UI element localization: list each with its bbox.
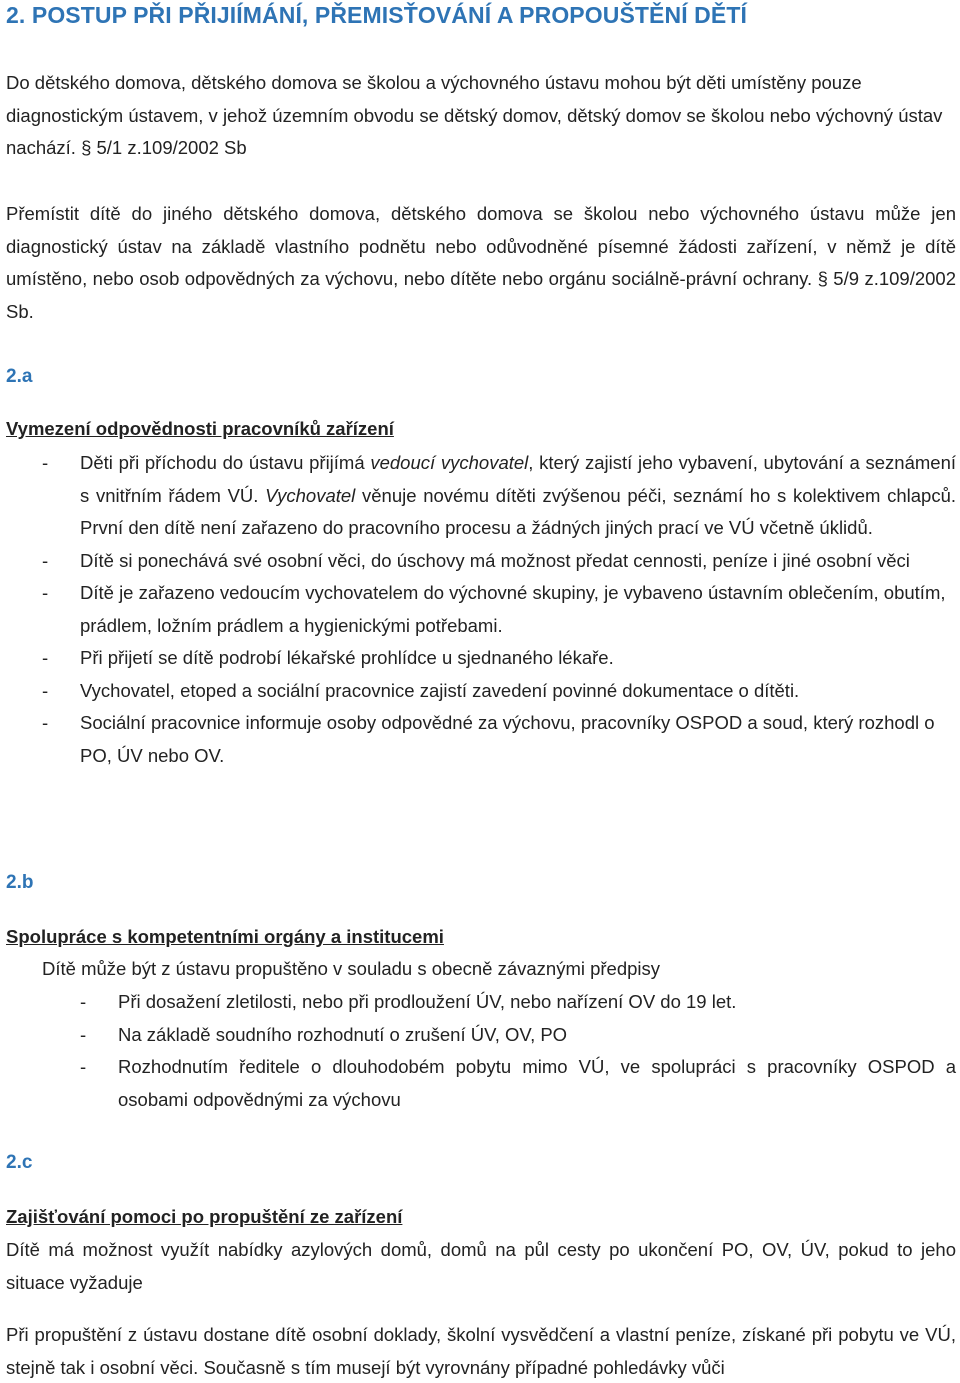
intro-paragraph-1	[6, 67, 956, 165]
list-item-text: Při přijetí se dítě podrobí lékařské prohlídce u sjednaného lékaře.	[80, 647, 614, 668]
list-item	[6, 986, 956, 1019]
list-item-text: Na základě soudního rozhodnutí o zrušení ÚV, OV, PO	[118, 1023, 568, 1045]
section-b-lead: Dítě může být z ústavu propuštěno v souladu s obecně závaznými předpisy	[42, 958, 661, 979]
list-item-text: Vychovatel, etoped a sociální pracovnice zajistí zavedení povinné dokumentace o dítěti.	[80, 679, 800, 701]
dash-bullet: -	[42, 647, 49, 668]
section-a-number: 2.a	[6, 366, 33, 387]
list-item	[6, 1019, 956, 1052]
intro-paragraph-2-reference: § 5/9 z.109/2002 Sb.	[6, 268, 957, 322]
list-item-text: Při dosažení zletilosti, nebo při prodloužení ÚV, nebo nařízení OV do 19 let.	[118, 991, 737, 1012]
intro-paragraph-1-reference: § 5/1 z.109/2002 Sb	[81, 137, 247, 158]
intro-paragraph-1-text: Do dětského domova, dětského domova se školou a výchovného ústavu mohou být děti umístěny pouze diagnostickým ústavem, v jehož územním obvodu se dětský domov, dětský domov se školou nebo výchovný ústav nachází.	[6, 72, 943, 158]
dash-bullet: -	[42, 452, 49, 473]
page-title: 2. POSTUP PŘI PŘIJIÍMÁNÍ, PŘEMISŤOVÁNÍ A PROPOUŠTĚNÍ DĚTÍ	[6, 2, 747, 28]
list-item-text: Dítě si ponechává své osobní věci, do úschovy má možnost předat cennosti, peníze i jiné osobní věci	[80, 549, 910, 571]
list-item-text: Dítě je zařazeno vedoucím vychovatelem do výchovné skupiny, je vybaveno ústavním oblečením, obutím, prádlem, ložním prádlem a hygienickými potřebami.	[80, 582, 946, 636]
section-c-paragraph-1: Dítě má možnost využít nabídky azylových domů, domů na půl cesty po ukončení PO, OV, ÚV, pokud to jeho situace vyžaduje	[6, 1239, 956, 1293]
section-b-title: Spolupráce s kompetentními orgány a institucemi	[6, 926, 444, 947]
dash-bullet: -	[80, 1023, 87, 1045]
dash-bullet: -	[80, 991, 87, 1012]
list-item-text: Děti při příchodu do ústavu přijímá	[80, 452, 371, 473]
list-item	[6, 675, 956, 708]
intro-paragraph-2-text: Přemístit dítě do jiného dětského domova, dětského domova se školou nebo výchovného ústavu může jen diagnostický ústav na základě vlastního podnětu nebo odůvodněné písemné žádosti zařízení, v němž je dítě umístěno, nebo osob odpovědných za výchovu, nebo dítěte nebo orgánu sociálně-právní ochrany.	[6, 203, 956, 289]
list-item-emphasis: vedoucí vychovatel	[370, 452, 529, 473]
list-item	[6, 707, 956, 772]
dash-bullet: -	[80, 1056, 87, 1077]
dash-bullet: -	[42, 679, 49, 701]
list-item-text: Sociální pracovnice informuje osoby odpovědné za výchovu, pracovníky OSPOD a soud, který rozhodl o PO, ÚV nebo OV.	[80, 712, 935, 766]
list-item	[6, 447, 956, 545]
list-item-text: , který zajistí jeho vybavení, ubytování a seznámení s vnitřním řádem VÚ.	[80, 452, 956, 506]
section-c-paragraph-2: Při propuštění z ústavu dostane dítě osobní doklady, školní vysvědčení a vlastní peníze, získané při pobytu ve VÚ, stejně tak i osobní věci. Současně s tím musejí být vyrovnány případné pohledávky vůči	[6, 1324, 956, 1378]
section-b-list	[6, 986, 956, 1116]
section-a-list	[6, 447, 956, 772]
list-item	[6, 545, 956, 578]
list-item-text: Rozhodnutím ředitele o dlouhodobém pobytu mimo VÚ, ve spolupráci s pracovníky OSPOD a osobami odpovědnými za výchovu	[118, 1056, 956, 1110]
list-item-emphasis: Vychovatel	[265, 484, 356, 506]
section-c-title: Zajišťování pomoci po propuštění ze zařízení	[6, 1206, 403, 1227]
section-b-number: 2.b	[6, 872, 34, 893]
list-item-text: věnuje novému dítěti zvýšenou péči, seznámí ho s kolektivem chlapců. První den dítě není zařazeno do pracovního procesu a žádných jiných prací ve VÚ včetně úklidů.	[80, 484, 956, 538]
section-c-number: 2.c	[6, 1152, 33, 1173]
section-a-title: Vymezení odpovědnosti pracovníků zařízení	[6, 418, 394, 439]
intro-paragraph-2	[6, 198, 956, 328]
list-item	[6, 1051, 956, 1116]
dash-bullet: -	[42, 549, 49, 571]
list-item	[6, 577, 956, 642]
dash-bullet: -	[42, 582, 49, 603]
list-item	[6, 642, 956, 675]
dash-bullet: -	[42, 712, 49, 733]
